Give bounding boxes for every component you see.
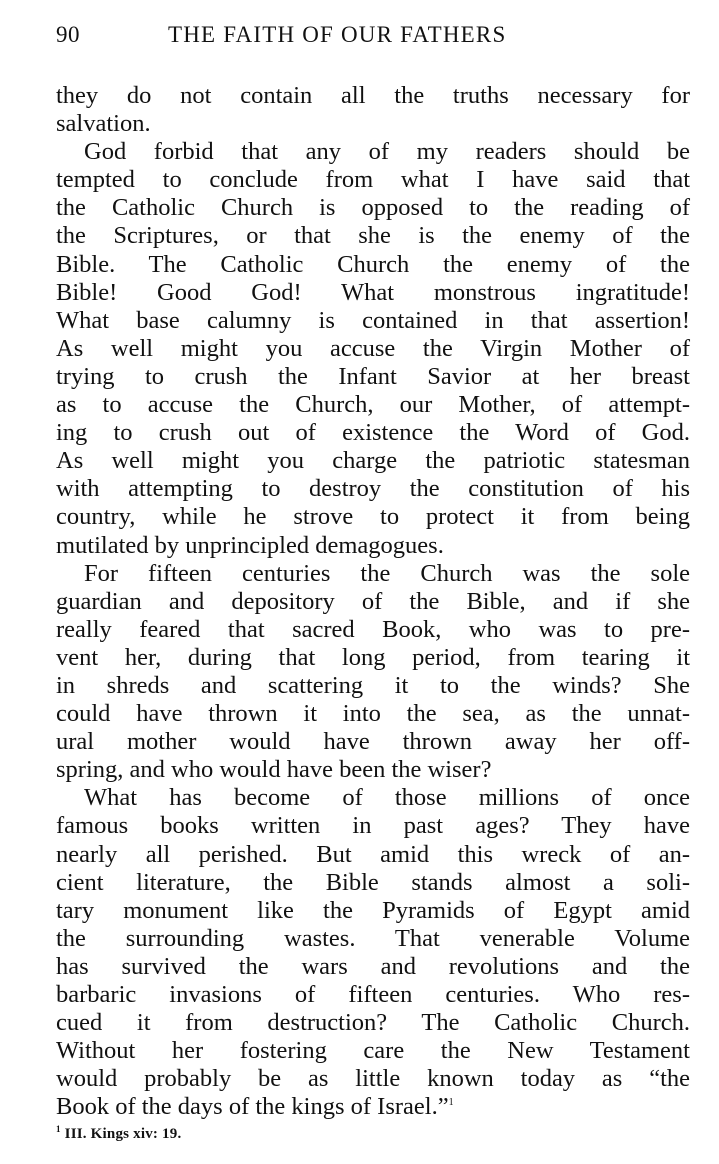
text-line: cient literature, the Bible stands almost a soli- [56, 868, 690, 896]
text-line: barbaric invasions of fifteen centuries. Who res- [56, 981, 690, 1008]
text-line: guardian and depository of the Bible, and if she [56, 587, 690, 615]
text-line: tempted to conclude from what I have said that [56, 166, 690, 194]
text-line: trying to crush the Infant Savior at her breast [56, 362, 690, 390]
page-header [56, 22, 690, 56]
text-line: Without her fostering care the New Testament [56, 1037, 690, 1065]
text-line: the Catholic Church is opposed to the reading of [56, 194, 690, 222]
footnote-marker: 1 [56, 1124, 61, 1135]
book-page [56, 22, 690, 1143]
text-line: in shreds and scattering it to the winds? She [56, 671, 690, 699]
text-line: Bible. The Catholic Church the enemy of the [56, 250, 690, 278]
text-line-with-footnote-reference [56, 1093, 690, 1121]
text-line: What base calumny is contained in that assertion! [56, 306, 690, 334]
running-title: THE FAITH OF OUR FATHERS [168, 22, 507, 47]
text-line: cued it from destruction? The Catholic Church. [56, 1009, 690, 1037]
text-line: really feared that sacred Book, who was to pre- [56, 615, 690, 643]
paragraph-start-line: What has become of those millions of once [84, 784, 690, 812]
text-line: would probably be as little known today as “the [56, 1065, 690, 1093]
text-line: the surrounding wastes. That venerable Volume [56, 924, 690, 952]
footnote [56, 1125, 690, 1143]
text-line: tary monument like the Pyramids of Egypt amid [56, 896, 690, 924]
text-line: As well might you accuse the Virgin Mother of [56, 334, 690, 362]
text-line: has survived the wars and revolutions and the [56, 952, 690, 980]
text-line: with attempting to destroy the constitution of his [56, 475, 690, 503]
text-line: ural mother would have thrown away her off- [56, 728, 690, 756]
text-line: Bible! Good God! What monstrous ingratitude! [56, 278, 690, 306]
text-line: mutilated by unprincipled demagogues. [56, 531, 444, 559]
body-text [56, 82, 690, 1121]
text-line: could have thrown it into the sea, as the unnat- [56, 700, 690, 728]
text-line: they do not contain all the truths necessary for [56, 82, 690, 109]
text-line: famous books written in past ages? They have [56, 812, 690, 840]
text-line: As well might you charge the patriotic statesman [56, 447, 690, 475]
paragraph-start-line: For fifteen centuries the Church was the sole [84, 559, 690, 587]
text-line: as to accuse the Church, our Mother, of attempt- [56, 391, 690, 419]
text-line-content: Book of the days of the kings of Israel.” [56, 1093, 449, 1121]
text-line: ing to crush out of existence the Word of God. [56, 419, 690, 447]
text-line: spring, and who would have been the wiser? [56, 756, 492, 784]
text-line: salvation. [56, 110, 151, 138]
text-line: the Scriptures, or that she is the enemy of the [56, 222, 690, 250]
footnote-text: III. Kings xiv: 19. [64, 1126, 182, 1143]
text-line: country, while he strove to protect it from being [56, 503, 690, 531]
text-line: vent her, during that long period, from tearing it [56, 643, 690, 671]
footnote-reference: 1 [448, 1097, 454, 1109]
text-line: nearly all perished. But amid this wreck of an- [56, 840, 690, 868]
page-number: 90 [56, 22, 80, 47]
paragraph-start-line: God forbid that any of my readers should be [84, 138, 690, 166]
